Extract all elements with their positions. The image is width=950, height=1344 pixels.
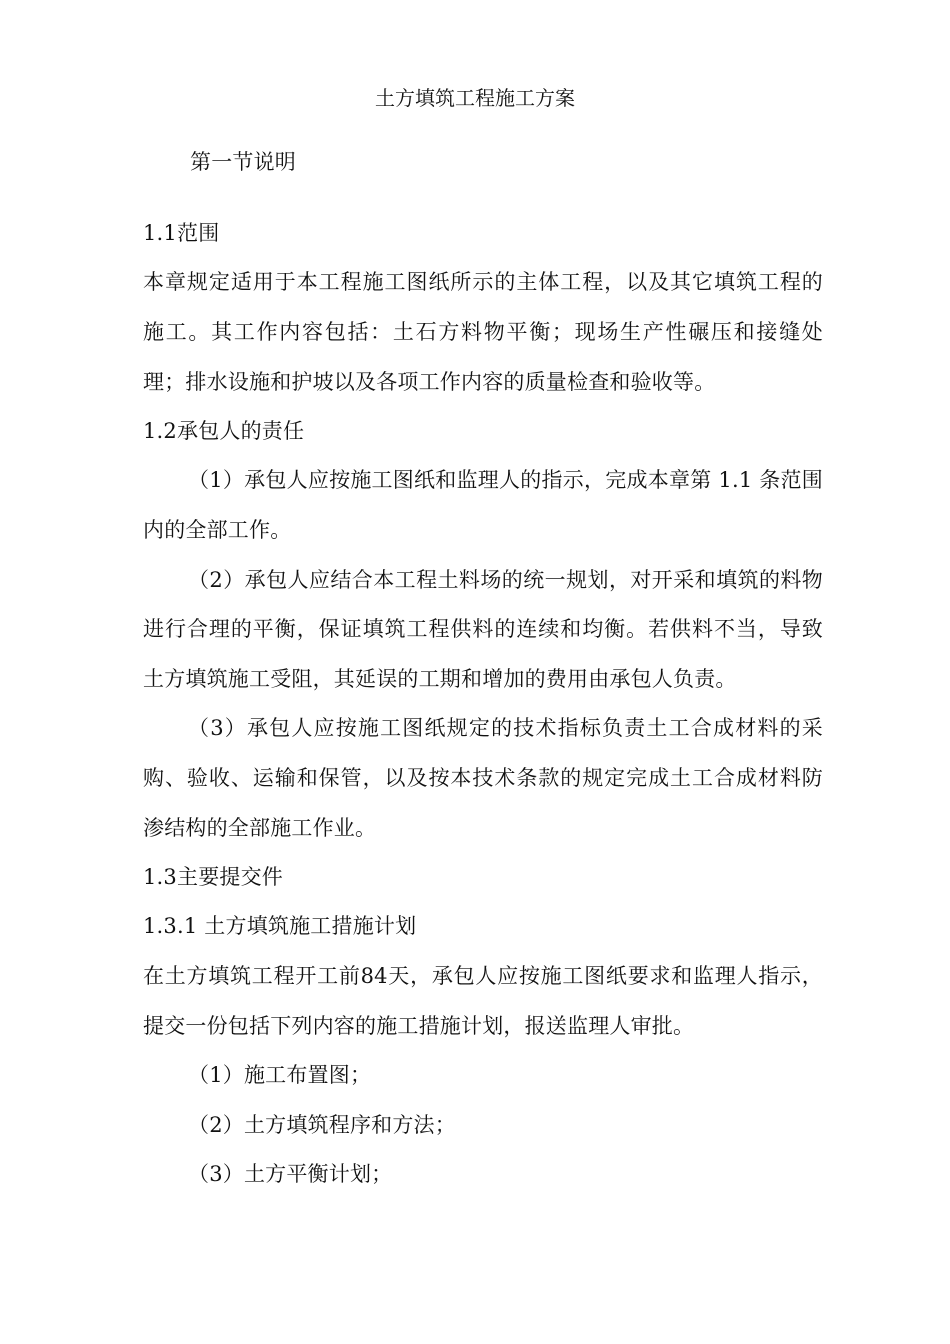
list-item-line: 土方填筑施工受阻，其延误的工期和增加的费用由承包人负责。 [143,667,737,691]
list-item-line: （1）承包人应按施工图纸和监理人的指示，完成本章第 1.1 条范围 [188,468,823,492]
subsection-heading-1-1: 1.1范围 [143,221,220,245]
subsection-heading-1-3: 1.3主要提交件 [143,865,283,889]
paragraph-line: 提交一份包括下列内容的施工措施计划，报送监理人审批。 [143,1014,695,1038]
paragraph-line: 在土方填筑工程开工前84天，承包人应按施工图纸要求和监理人指示， [143,964,823,988]
paragraph-line: 本章规定适用于本工程施工图纸所示的主体工程，以及其它填筑工程的 [143,270,823,294]
paragraph-line: 理；排水设施和护坡以及各项工作内容的质量检查和验收等。 [143,370,716,394]
section-heading: 第一节说明 [190,150,296,174]
subsection-heading-1-3-1: 1.3.1 土方填筑施工措施计划 [143,914,417,938]
document-title: 土方填筑工程施工方案 [375,86,575,110]
list-item: （2）土方填筑程序和方法； [188,1113,456,1137]
list-item-line: （2）承包人应结合本工程土料场的统一规划，对开采和填筑的料物 [188,568,823,592]
list-item-line: 内的全部工作。 [143,518,292,542]
list-item-line: 进行合理的平衡，保证填筑工程供料的连续和均衡。若供料不当，导致 [143,617,823,641]
list-item-line: 渗结构的全部施工作业。 [143,816,377,840]
subsection-heading-1-2: 1.2承包人的责任 [143,419,305,443]
list-item: （1）施工布置图； [188,1063,372,1087]
paragraph-line: 施工。其工作内容包括：土石方料物平衡；现场生产性碾压和接缝处 [143,320,823,344]
list-item-line: 购、验收、运输和保管，以及按本技术条款的规定完成土工合成材料防 [143,766,823,790]
list-item-line: （3）承包人应按施工图纸规定的技术指标负责土工合成材料的采 [188,716,823,740]
list-item: （3）土方平衡计划； [188,1162,393,1186]
